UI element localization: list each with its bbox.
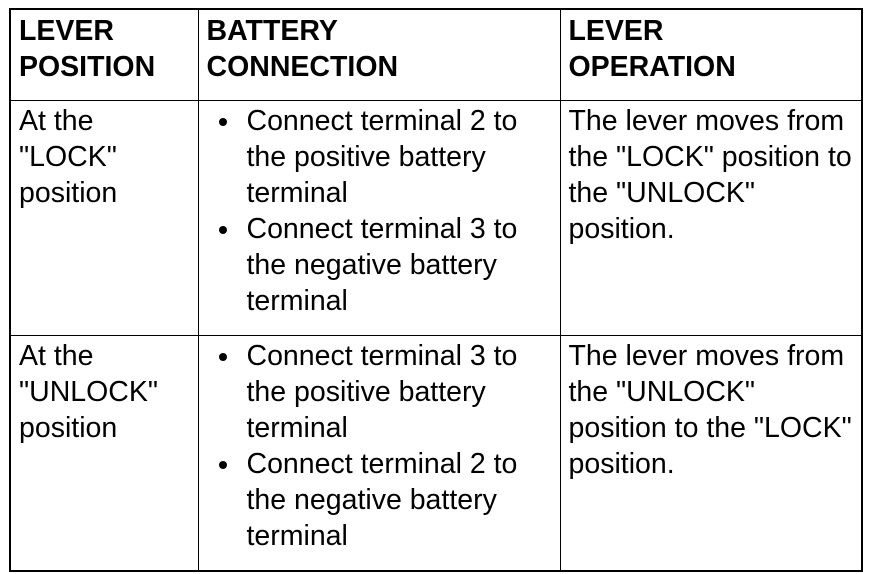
header-label: BATTERY CONNECTION [206, 15, 399, 83]
operation-text: The lever moves from the "UNLOCK" position to the "LOCK" position. [568, 340, 852, 480]
bullet-icon [219, 118, 227, 126]
step-text: Connect terminal 3 to the negative battery terminal [246, 213, 518, 317]
connection-steps [207, 338, 554, 554]
list-item [207, 211, 554, 319]
cell-battery-connection [198, 336, 560, 572]
step-text: Connect terminal 2 to the positive battery terminal [246, 105, 518, 209]
cell-lever-operation [560, 336, 862, 572]
table-row [10, 101, 862, 336]
table-header-row [10, 9, 862, 101]
header-label: LEVER OPERATION [568, 15, 736, 83]
operation-text: The lever moves from the "LOCK" position to the "UNLOCK" position. [568, 105, 852, 245]
position-text: At the "UNLOCK" position [19, 340, 159, 444]
header-lever-operation [560, 9, 862, 101]
list-item [207, 446, 554, 554]
cell-lever-operation [560, 101, 862, 336]
lever-operation-table [9, 8, 863, 572]
step-text: Connect terminal 3 to the positive battery terminal [246, 340, 518, 444]
step-text: Connect terminal 2 to the negative battery terminal [246, 448, 518, 552]
cell-lever-position [10, 336, 198, 572]
connection-steps [207, 103, 554, 319]
list-item [207, 338, 554, 446]
header-battery-connection [198, 9, 560, 101]
bullet-icon [219, 353, 227, 361]
bullet-icon [219, 226, 227, 234]
header-label: LEVER POSITION [19, 15, 156, 83]
bullet-icon [219, 461, 227, 469]
table-row [10, 336, 862, 572]
cell-battery-connection [198, 101, 560, 336]
header-lever-position [10, 9, 198, 101]
list-item [207, 103, 554, 211]
cell-lever-position [10, 101, 198, 336]
position-text: At the "LOCK" position [19, 105, 118, 209]
